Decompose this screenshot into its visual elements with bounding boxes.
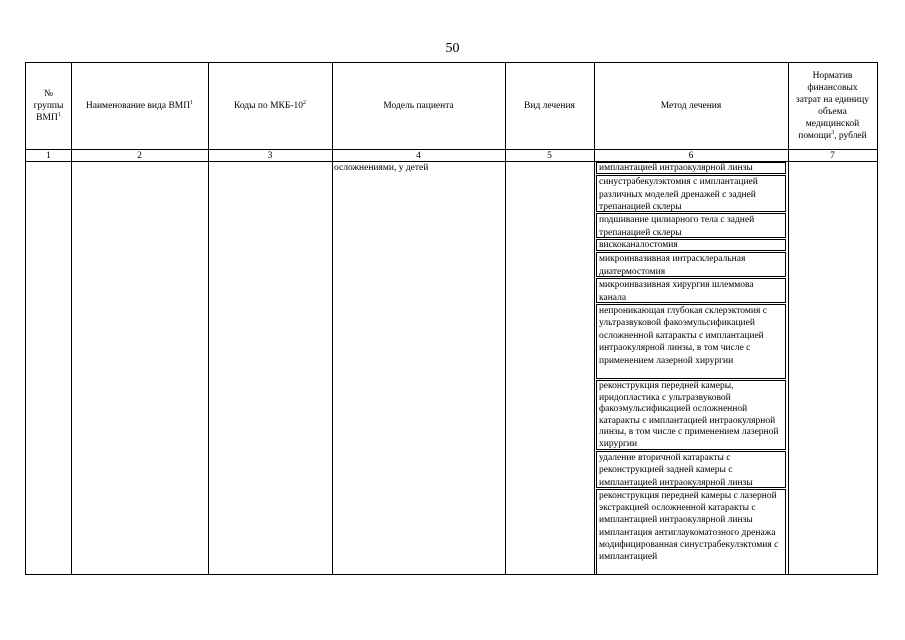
header-group-label: группы ВМП (33, 101, 64, 123)
method-item: реконструкция передней камеры с лазерной экстракцией осложненной катаракты с имплантацией интраокулярной линзы имплантация антиглаукоматозного дренажа модифицированная синустрабекулэктомия с имплантацией (596, 489, 786, 574)
method-item: непроникающая глубокая склерэктомия с ультразвуковой факоэмульсификацией осложненной катаракты с имплантацией интраокулярной линзы, в том числе с применением лазерной хирургии (596, 304, 786, 379)
medical-services-table (25, 62, 878, 575)
column-number: 1 (46, 151, 51, 161)
footnote-1: 1 (57, 111, 61, 118)
footnote-2: 2 (303, 99, 307, 106)
header-treatment-method-label: Метод лечения (660, 101, 722, 111)
header-cost-norm (788, 63, 877, 149)
header-patient-model-label: Модель пациента (383, 101, 454, 111)
header-treatment-type (505, 63, 594, 149)
patient-model-text: осложнениями, у детей (334, 163, 429, 173)
header-number-sign: № (43, 89, 54, 99)
header-icd-codes-label: Коды по МКБ-10 (233, 101, 304, 111)
method-item: синустрабекулэктомия с имплантацией различных моделей дренажей с задней трепанацией склеры (596, 175, 786, 212)
header-icd-codes (208, 63, 332, 149)
method-item: вискоканалостомия (596, 239, 786, 251)
column-number: 6 (688, 151, 694, 161)
method-item: микроинвазивная интрасклеральная диатермостомия (596, 252, 786, 277)
column-number: 3 (267, 151, 273, 161)
header-vmp-name (71, 63, 208, 149)
header-divider (26, 149, 877, 150)
footnote-1: 1 (190, 99, 194, 106)
page-number: 50 (445, 41, 460, 56)
method-item: имплантацией интраокулярной линзы (596, 162, 786, 174)
header-treatment-method (594, 63, 788, 149)
column-number: 5 (547, 151, 552, 161)
column-number: 7 (830, 151, 835, 161)
header-patient-model (332, 63, 505, 149)
footnote-3: 3 (831, 129, 835, 136)
method-item: подшивание цилиарного тела с задней трепанацией склеры (596, 213, 786, 238)
column-number: 2 (137, 151, 142, 161)
header-cost-norm-unit: , рублей (834, 131, 867, 141)
header-treatment-type-label: Вид лечения (524, 101, 575, 111)
method-item: удаление вторичной катаракты с реконструкцией задней камеры с имплантацией интраокулярной линзы (596, 451, 786, 488)
column-number: 4 (416, 151, 421, 161)
header-group-number (26, 63, 71, 149)
header-vmp-name-label: Наименование вида ВМП (85, 101, 191, 111)
method-item: микроинвазивная хирургия шлеммова канала (596, 278, 786, 303)
header-cost-norm-label: Норматив финансовых затрат на единицу объема медицинской помощи (796, 71, 869, 141)
method-item: реконструкция передней камеры, иридопластика с ультразвуковой факоэмульсификацией осложненной катаракты с имплантацией интраокулярной линзы, в том числе с применением лазерной хирургии (596, 380, 786, 450)
